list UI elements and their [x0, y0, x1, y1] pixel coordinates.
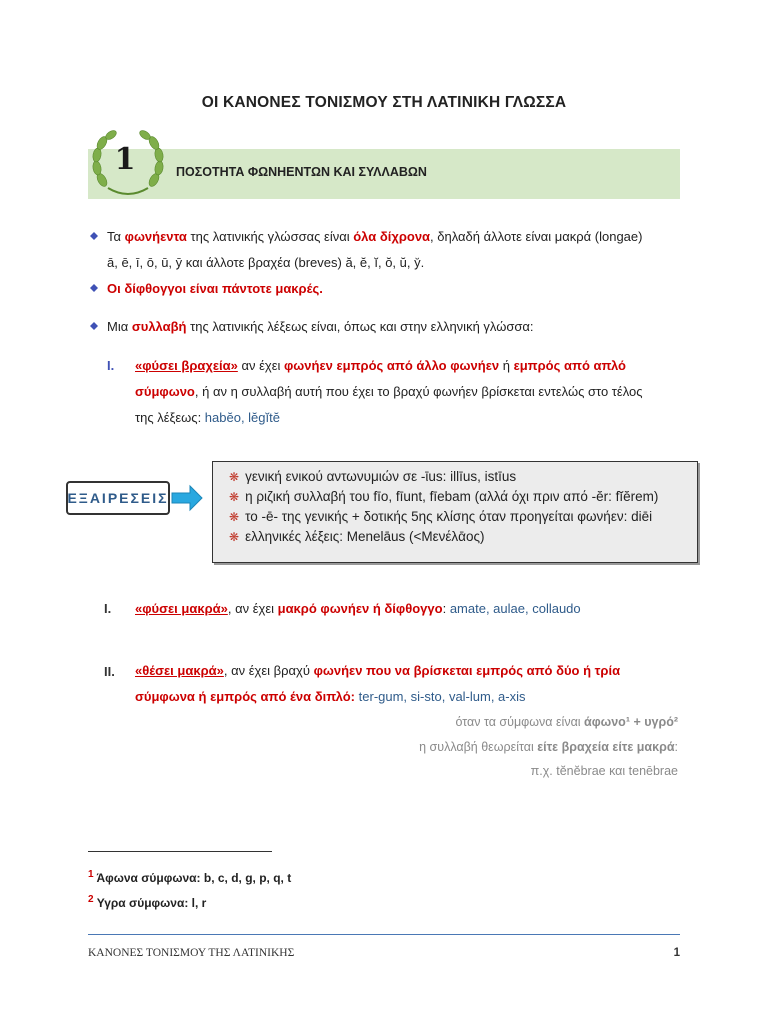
section-number: 1: [114, 142, 136, 177]
item-short-line3: της λέξεως: habĕo, lĕgĭtĕ: [135, 410, 280, 425]
mute-liquid-note: όταν τα σύμφωνα είναι άφωνο¹ + υγρό²: [455, 715, 678, 729]
exception-item: ❋ ελληνικές λέξεις: Menelāus (<Μενέλᾱος): [229, 529, 485, 544]
example-note: π.χ. tĕnĕbrae και tenēbrae: [530, 764, 678, 778]
footnote-1: $^1$ Άφωνα σύμφωνα: b, c, d, g, p, q, t: [88, 869, 292, 885]
footnote-mark: 1: [88, 869, 94, 880]
section-heading: ΠΟΣΟΤΗΤΑ ΦΩΝΗΕΝΤΩΝ ΚΑΙ ΣΥΛΛΑΒΩΝ: [176, 165, 427, 179]
page-number: 1: [673, 947, 680, 959]
exception-item: ❋ το -ē- της γενικής + δοτικής 5ης κλίσης όταν προηγείται φωνήεν: diēi: [229, 509, 653, 524]
star-bullet-icon: ❋: [229, 490, 240, 504]
paragraph-syllable: Μια συλλαβή της λατινικής λέξεως είναι, όπως και στην ελληνική γλώσσα:: [107, 319, 534, 334]
paragraph-diphthongs: Οι δίφθογγοι είναι πάντοτε μακρές.: [107, 281, 323, 296]
item-short-line2: σύμφωνο, ή αν η συλλαβή αυτή που έχει το βραχύ φωνήεν βρίσκεται εντελώς στο τέλος: [135, 384, 643, 399]
exceptions-badge: [66, 481, 170, 515]
star-bullet-icon: ❋: [229, 510, 240, 524]
footer-title: ΚΑΝΟΝΕΣ ΤΟΝΙΣΜΟΥ ΤΗΣ ΛΑΤΙΝΙΚΗΣ: [88, 947, 295, 959]
syllable-either-note: η συλλαβή θεωρείται είτε βραχεία είτε μακρά:: [419, 740, 678, 754]
page-title: ΟΙ ΚΑΝΟΝΕΣ ΤΟΝΙΣΜΟΥ ΣΤΗ ΛΑΤΙΝΙΚΗ ΓΛΩΣΣΑ: [201, 94, 567, 111]
star-bullet-icon: ❋: [229, 470, 240, 484]
exception-item: ❋ η ριζική συλλαβή του fīo, fīunt, fīebam (αλλά όχι πριν από -ĕr: fĭĕrem): [229, 489, 659, 504]
item-long-position-line1: «θέσει μακρά», αν έχει βραχύ φωνήεν που να βρίσκεται εμπρός από δύο ή τρία: [135, 663, 621, 678]
item-long-position-line2: σύμφωνα ή εμπρός από ένα διπλό: ter-gum, si-sto, val-lum, a-xis: [135, 689, 526, 704]
star-bullet-icon: ❋: [229, 530, 240, 544]
list-number: I.: [104, 601, 112, 616]
item-long-nature: «φύσει μακρά», αν έχει μακρό φωνήεν ή δίφθογγο: amate, aulae, collaudo: [135, 601, 581, 616]
arrow-right-icon: [170, 484, 204, 512]
list-number: II.: [104, 664, 115, 679]
footer-rule: [88, 934, 680, 935]
bullet-icon: [90, 322, 98, 330]
footnote-mark: 2: [88, 894, 94, 905]
exceptions-label: ΕΞΑΙΡΕΣΕΙΣ: [67, 490, 169, 506]
footnote-2: $^2$ Υγρα σύμφωνα: l, r: [88, 894, 207, 910]
list-number: I.: [107, 358, 115, 373]
paragraph-vowels-line2: ā, ē, ī, ō, ū, ȳ και άλλοτε βραχέα (breves) ă, ĕ, ĭ, ŏ, ŭ, y̆.: [107, 255, 425, 270]
bullet-icon: [90, 284, 98, 292]
footnote-separator: [88, 851, 272, 852]
bullet-icon: [90, 232, 98, 240]
exception-item: ❋ γενική ενικού αντωνυμιών σε -ῑus: illīus, istīus: [229, 469, 517, 484]
exceptions-box: [212, 461, 698, 563]
paragraph-vowels: Τα φωνήεντα της λατινικής γλώσσας είναι όλα δίχρονα, δηλαδή άλλοτε είναι μακρά (longae): [107, 229, 643, 244]
item-short-line1: «φύσει βραχεία» αν έχει φωνήεν εμπρός από άλλο φωνήεν ή εμπρός από απλό: [135, 358, 626, 373]
